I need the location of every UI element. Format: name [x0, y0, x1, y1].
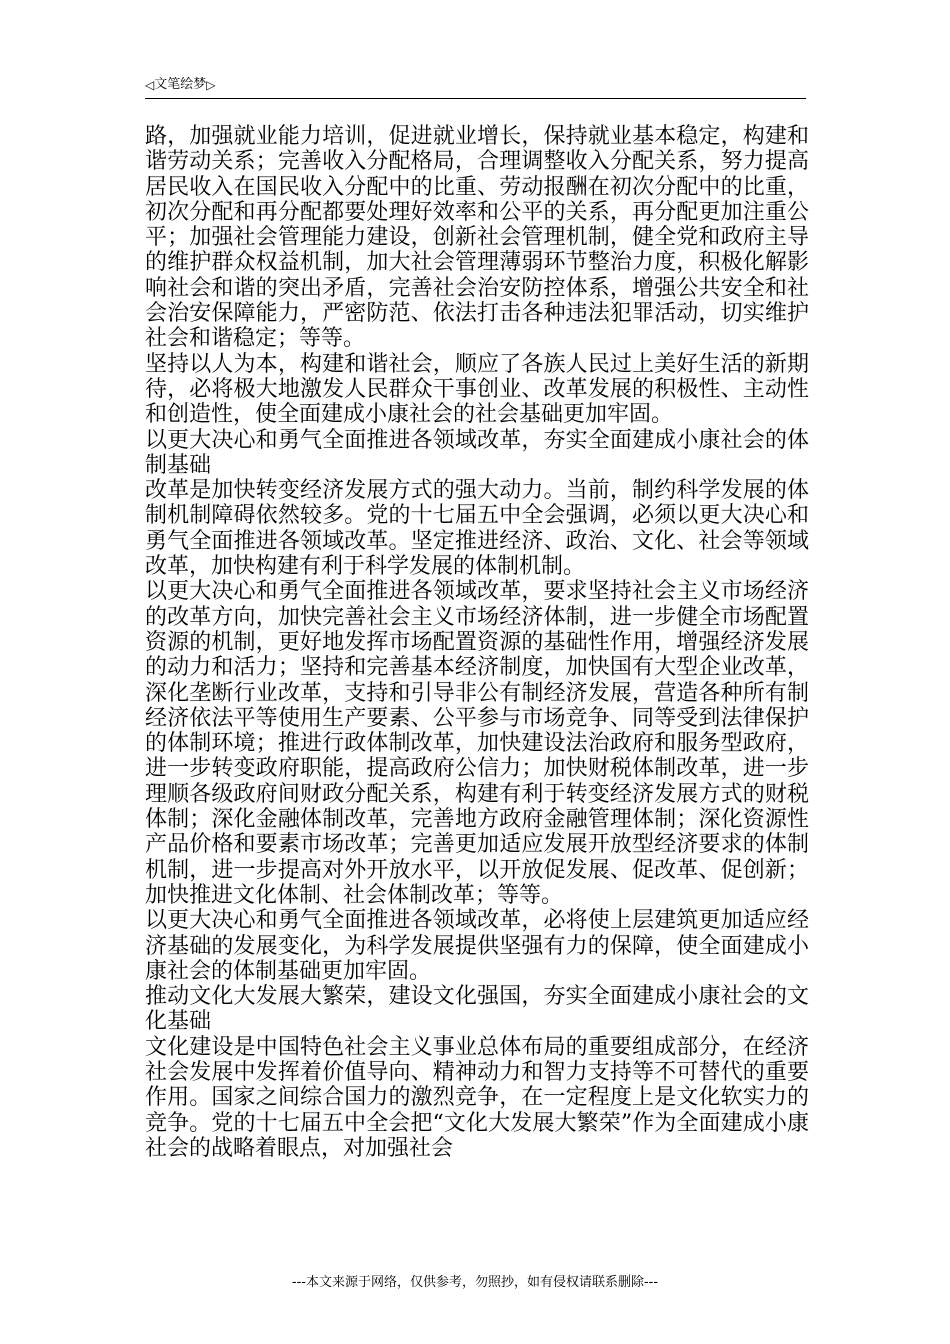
section-heading-culture: 推动文化大发展大繁荣，建设文化强国，夯实全面建成小康社会的文化基础 [145, 984, 809, 1035]
brand-text: 文笔绘梦 [154, 77, 207, 92]
paragraph-culture-intro: 文化建设是中国特色社会主义事业总体布局的重要组成部分，在经济社会发展中发挥着价值导向、精神动力和智力支持等不可替代的重要作用。国家之间综合国力的激烈竞争，在一定程度上是文化软实力的竞争。党的十七届五中全会把“文化大发展大繁荣”作为全面建成小康社会的战略着眼点，对加强社会 [145, 1034, 809, 1161]
page-footer-notice: ---本文来源于网络，仅供参考，勿照抄，如有侵权请联系删除--- [291, 1275, 659, 1290]
page-header [145, 76, 806, 99]
paragraph-reform-intro: 改革是加快转变经济发展方式的强大动力。当前，制约科学发展的体制机制障碍依然较多。党的十七届五中全会强调，必须以更大决心和勇气全面推进各领域改革。坚定推进经济、政治、文化、社会等领域改革，加快构建有利于科学发展的体制机制。 [145, 478, 809, 580]
paragraph-reform-details: 以更大决心和勇气全面推进各领域改革，要求坚持社会主义市场经济的改革方向，加快完善社会主义市场经济体制，进一步健全市场配置资源的机制，更好地发挥市场配置资源的基础性作用，增强经济发展的动力和活力；坚持和完善基本经济制度，加快国有大型企业改革，深化垄断行业改革，支持和引导非公有制经济发展，营造各种所有制经济依法平等使用生产要素、公平参与市场竞争、同等受到法律保护的体制环境；推进行政体制改革，加快建设法治政府和服务型政府，进一步转变政府职能，提高政府公信力；加快财税体制改革，进一步理顺各级政府间财政分配关系，构建有利于转变经济发展方式的财税体制；深化金融体制改革，完善地方政府金融管理体制；深化资源性产品价格和要素市场改革；完善更加适应发展开放型经济要求的体制机制，进一步提高对外开放水平，以开放促发展、促改革、促创新；加快推进文化体制、社会体制改革；等等。 [145, 579, 809, 908]
header-brand [145, 76, 215, 94]
right-triangle-icon: ▷ [206, 78, 216, 92]
paragraph-reform-conclusion: 以更大决心和勇气全面推进各领域改革，必将使上层建筑更加适应经济基础的发展变化，为科学发展提供坚强有力的保障，使全面建成小康社会的体制基础更加牢固。 [145, 908, 809, 984]
section-heading-reform: 以更大决心和勇气全面推进各领域改革，夯实全面建成小康社会的体制基础 [145, 427, 809, 478]
left-triangle-icon: ◁ [145, 78, 155, 92]
document-body [145, 124, 809, 1161]
paragraph-harmonious-society: 坚持以人为本，构建和谐社会，顺应了各族人民过上美好生活的新期待，必将极大地激发人民群众干事创业、改革发展的积极性、主动性和创造性，使全面建成小康社会的社会基础更加牢固。 [145, 351, 809, 428]
paragraph-social-management: 路，加强就业能力培训，促进就业增长，保持就业基本稳定，构建和谐劳动关系；完善收入分配格局，合理调整收入分配关系，努力提高居民收入在国民收入分配中的比重、劳动报酬在初次分配中的比重，初次分配和再分配都要处理好效率和公平的关系，再分配更加注重公平；加强社会管理能力建设，创新社会管理机制，健全党和政府主导的维护群众权益机制，加大社会管理薄弱环节整治力度，积极化解影响社会和谐的突出矛盾，完善社会治安防控体系，增强公共安全和社会治安保障能力，严密防范、依法打击各种违法犯罪活动，切实维护社会和谐稳定；等等。 [145, 124, 809, 352]
